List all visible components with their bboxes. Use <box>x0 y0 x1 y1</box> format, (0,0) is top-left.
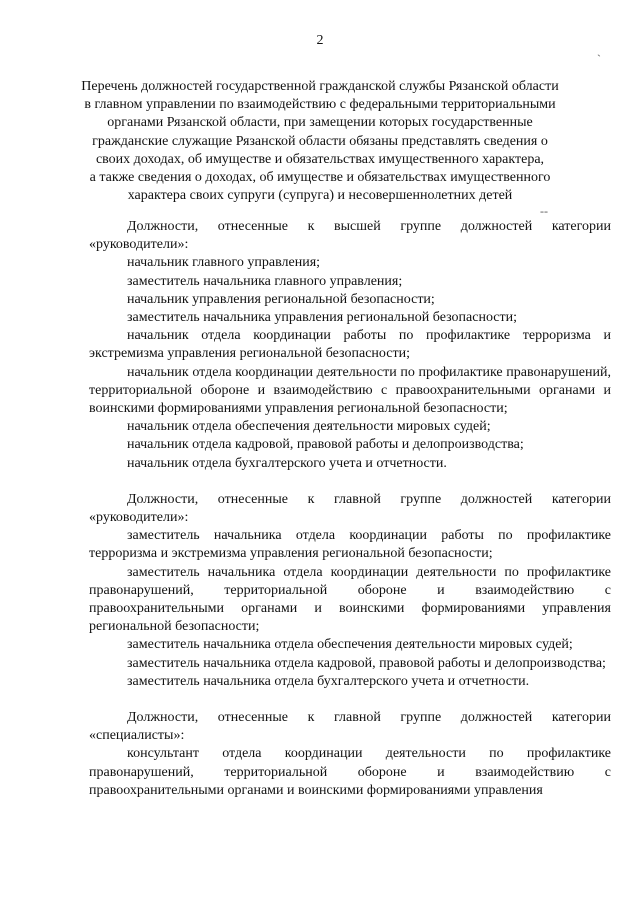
position-item: начальник отдела координации работы по профилактике терроризма и экстремизма управления региональной безопасности; <box>89 328 611 362</box>
position-item: консультант отдела координации деятельности по профилактике правонарушений, территориальной обороне и взаимодействию с правоохранительными органами и воинскими формированиями управления <box>89 746 611 798</box>
section-main-group-specialists <box>89 709 611 800</box>
scan-speck: ` <box>597 52 601 66</box>
position-item: начальник отдела координации деятельности по профилактике правонарушений, территориальной обороне и взаимодействию с правоохранительными органами и воинскими формированиями управления региональной безопасности; <box>89 364 611 417</box>
position-item: заместитель начальника отдела координации деятельности по профилактике правонарушений, территориальной обороне и взаимодействию с правоохранительными органами и воинскими формированиями управления региональной безопасности; <box>89 564 611 635</box>
scan-speck: -- <box>540 204 548 218</box>
title-line: гражданские служащие Рязанской области обязаны представлять сведения о <box>92 133 548 149</box>
position-item: заместитель начальника отдела бухгалтерского учета и отчетности. <box>127 673 530 689</box>
position-item: заместитель начальника отдела обеспечения деятельности мировых судей; <box>127 637 573 653</box>
title-line: в главном управлении по взаимодействию с федеральными территориальными <box>84 97 556 113</box>
position-item: заместитель начальника управления региональной безопасности; <box>127 310 518 326</box>
position-item: начальник отдела бухгалтерского учета и отчетности. <box>127 455 447 471</box>
position-item: заместитель начальника главного управления; <box>127 273 403 289</box>
section-heading: Должности, отнесенные к главной группе должностей категории «руководители»: <box>89 491 611 526</box>
title-line: своих доходах, об имуществе и обязательствах имущественного характера, <box>95 151 545 167</box>
title-line: Перечень должностей государственной гражданской службы Рязанской области <box>81 79 559 94</box>
page-number: 2 <box>316 33 324 48</box>
position-item: заместитель начальника отдела кадровой, правовой работы и делопроизводства; <box>127 655 606 671</box>
section-highest-group-managers <box>89 218 611 473</box>
title-line: характера своих супруги (супруга) и несовершеннолетних детей <box>127 188 513 204</box>
position-item: начальник отдела кадровой, правовой работы и делопроизводства; <box>127 437 524 453</box>
section-heading: Должности, отнесенные к высшей группе должностей категории «руководители»: <box>89 219 611 253</box>
section-main-group-managers <box>89 491 611 691</box>
position-item: начальник главного управления; <box>127 255 321 271</box>
title-line: а также сведения о доходах, об имуществе и обязательствах имущественного <box>89 170 551 186</box>
position-item: начальник отдела обеспечения деятельности мировых судей; <box>127 419 491 435</box>
document-title <box>70 78 570 205</box>
position-item: начальник управления региональной безопасности; <box>127 291 435 307</box>
section-heading: Должности, отнесенные к главной группе должностей категории «специалисты»: <box>89 710 611 744</box>
document-body <box>89 218 611 818</box>
title-line: органами Рязанской области, при замещении которых государственные <box>107 115 533 131</box>
position-item: заместитель начальника отдела координации работы по профилактике терроризма и экстремизма управления региональной безопасности; <box>89 528 611 562</box>
